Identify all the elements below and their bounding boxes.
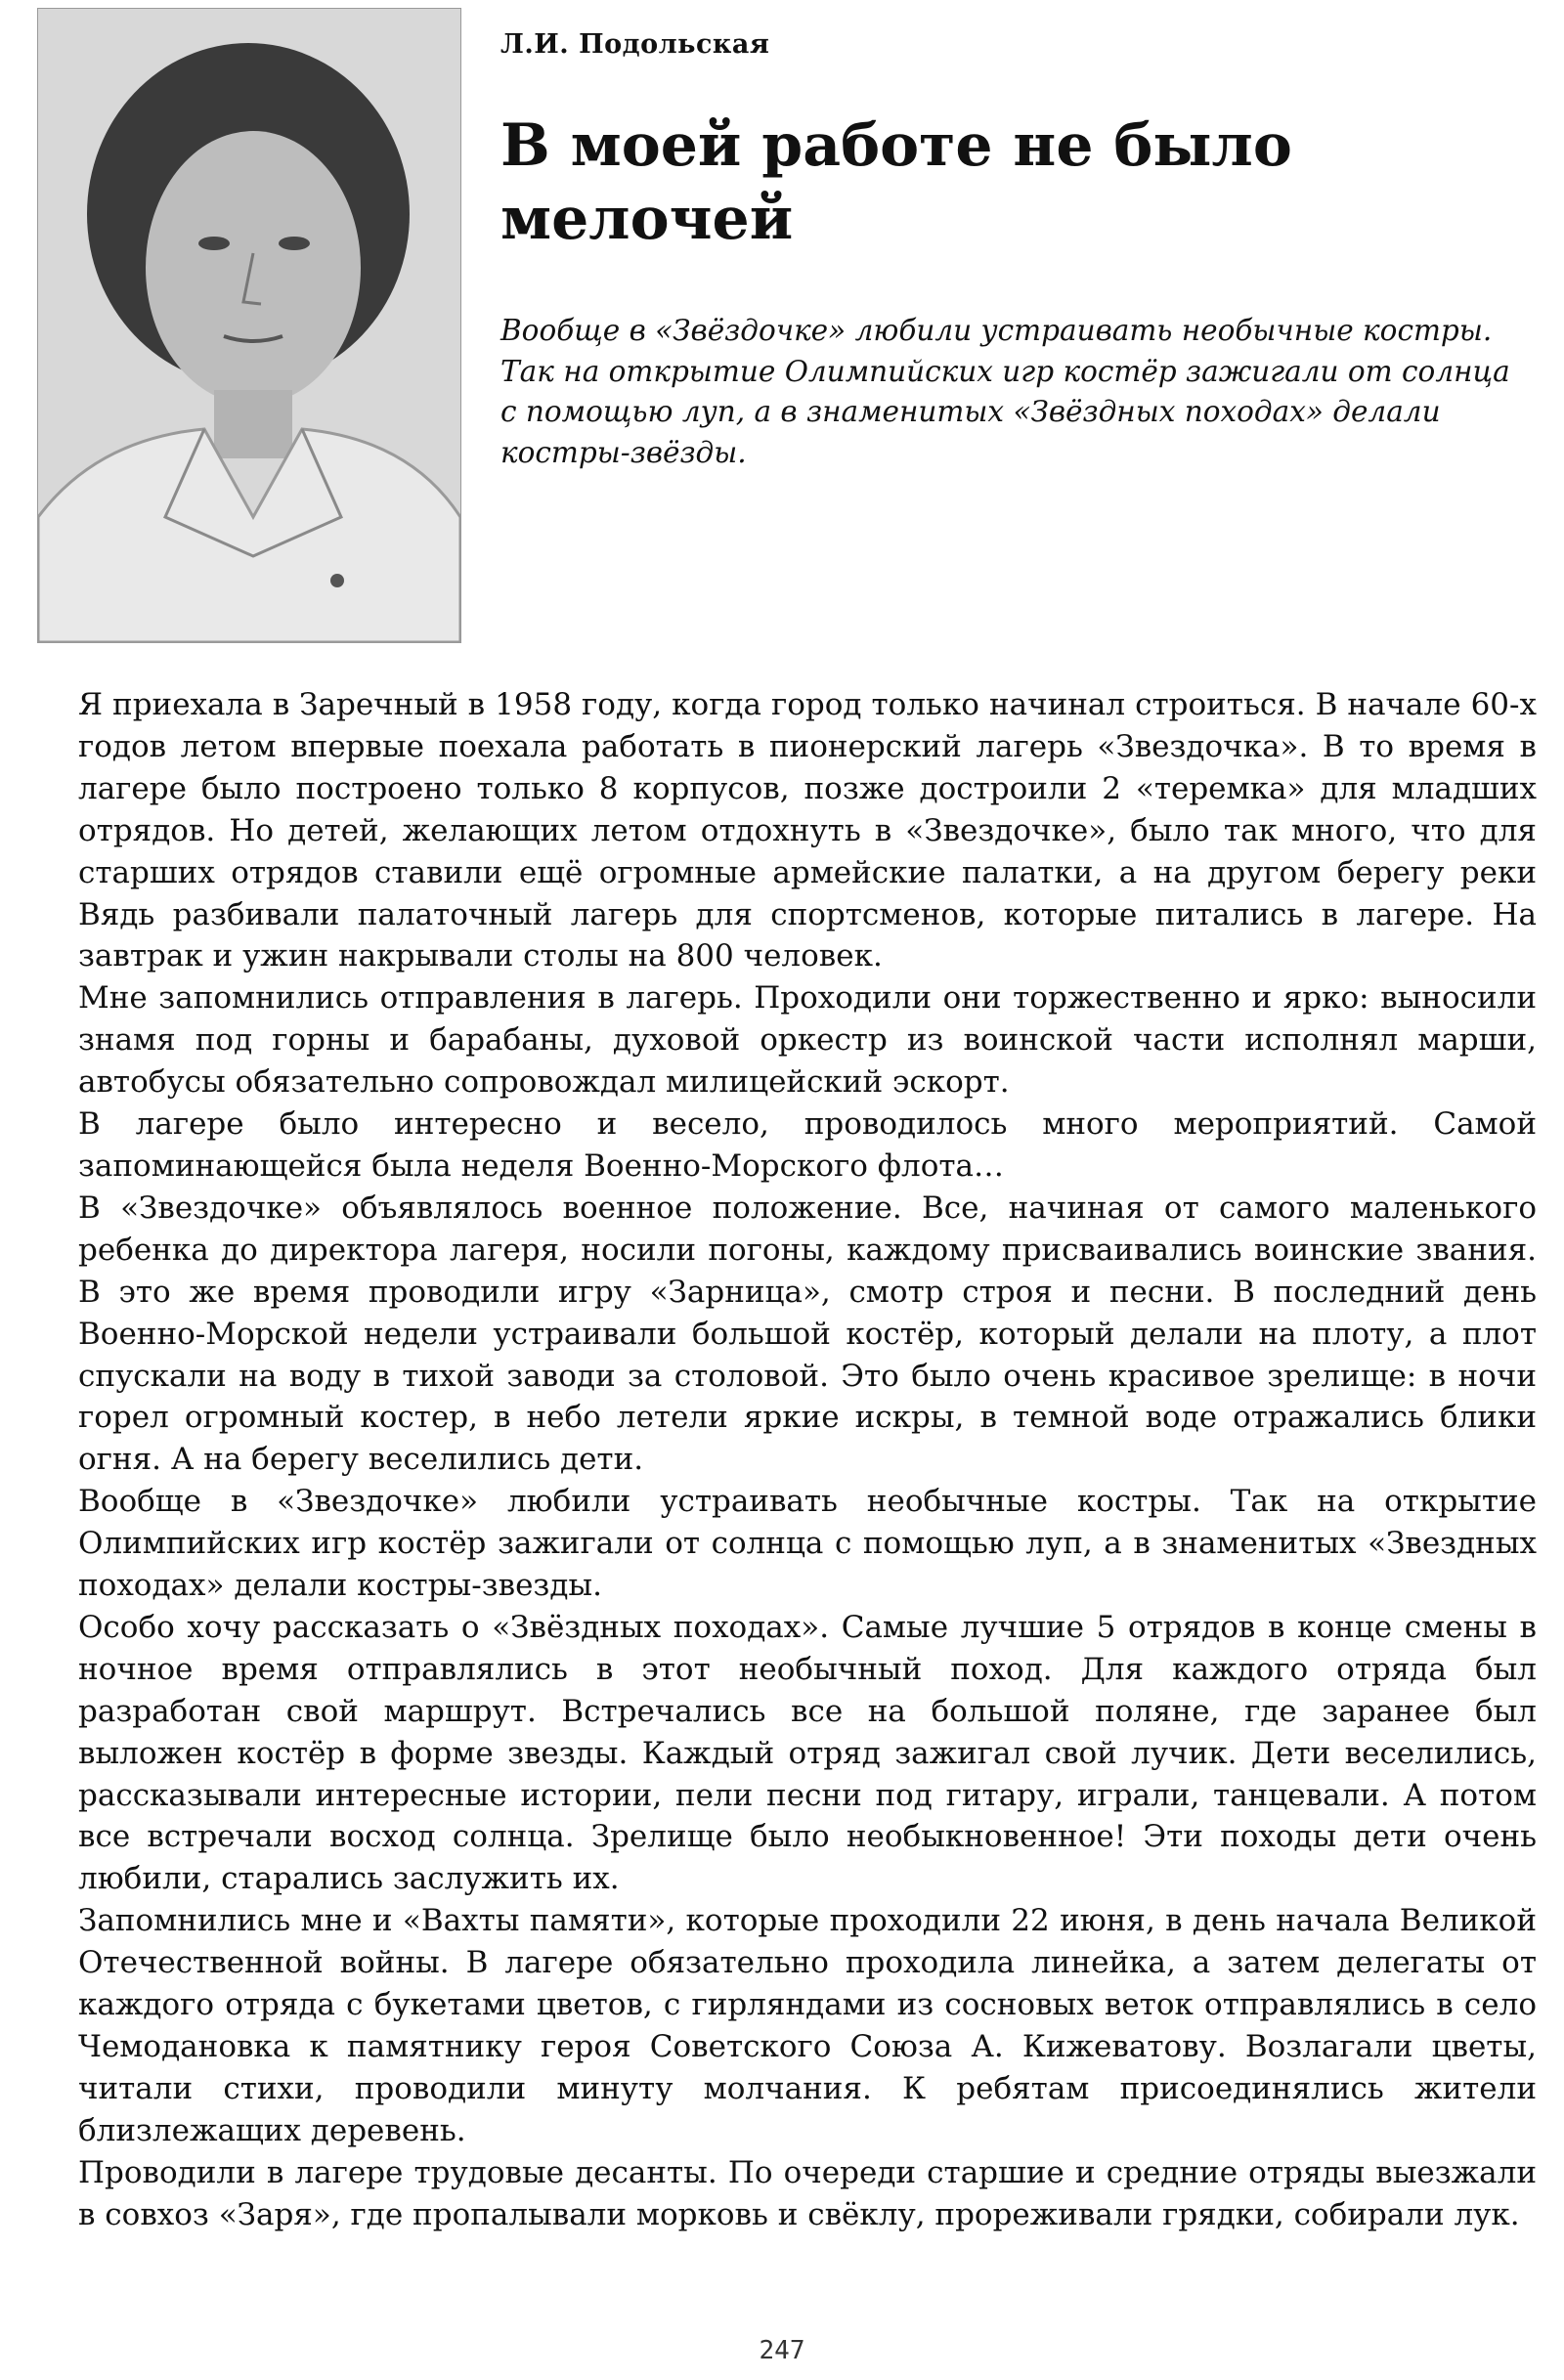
paragraph: Вообще в «Звездочке» любили устраивать необычные костры. Так на открытие Олимпийских игр костёр зажигали от солнца с помощью луп, а в знаменитых «Звездных походах» делали костры-звезды. — [78, 1484, 1537, 1604]
article-body — [78, 684, 1537, 2236]
page-number: 247 — [759, 2336, 805, 2365]
author-portrait-photo — [37, 8, 461, 643]
author-name: Л.И. Подольская — [500, 29, 770, 60]
paragraph: Особо хочу рассказать о «Звёздных походах». Самые лучшие 5 отрядов в конце смены в ночное время отправлялись в этот необычный поход. Для каждого отряда был разработан свой маршрут. Встречались все на большой поляне, где заранее был выложен костёр в форме звезды. Каждый отряд зажигал свой лучик. Дети веселились, рассказывали интересные истории, пели песни под гитару, играли, танцевали. А потом все встречали восход солнца. Зрелище было необыкновенное! Эти походы дети очень любили, старались заслужить их. — [78, 1609, 1537, 1897]
article-title: В моей работе не было мелочей — [500, 111, 1292, 253]
lead-quote: Вообще в «Звёздочке» любили устраивать необычные костры. Так на открытие Олимпийских игр костёр зажигали от солнца с помощью луп, а в знаменитых «Звёздных походах» делали костры-звёзды. — [500, 314, 1510, 469]
paragraph: В «Звездочке» объявлялось военное положение. Все, начиная от самого маленького ребенка до директора лагеря, носили погоны, каждому присваивались воинские звания. В это же время проводили игру «Зарница», смотр строя и песни. В последний день Военно-Морской недели устраивали большой костёр, который делали на плоту, а плот спускали на воду в тихой заводи за столовой. Это было очень красивое зрелище: в ночи горел огромный костер, в небо летели яркие искры, в темной воде отражались блики огня. А на берегу веселились дети. — [78, 1190, 1537, 1478]
paragraph: Мне запомнились отправления в лагерь. Проходили они торжественно и ярко: выносили знамя под горны и барабаны, духовой оркестр из воинской части исполнял марши, автобусы обязательно сопровождал милицейский эскорт. — [78, 980, 1537, 1101]
paragraph: В лагере было интересно и весело, проводилось много мероприятий. Самой запоминающейся была неделя Военно-Морского флота… — [78, 1106, 1537, 1184]
paragraph: Я приехала в Заречный в 1958 году, когда город только начинал строиться. В начале 60-х годов летом впервые поехала работать в пионерский лагерь «Звездочка». В то время в лагере было построено только 8 корпусов, позже достроили 2 «теремка» для младших отрядов. Но детей, желающих летом отдохнуть в «Звездочке», было так много, что для старших отрядов ставили ещё огромные армейские палатки, а на другом берегу реки Вядь разбивали палаточный лагерь для спортсменов, которые питались в лагере. На завтрак и ужин накрывали столы на 800 человек. — [78, 687, 1537, 974]
portrait-photo-icon — [38, 9, 460, 642]
paragraph: Проводили в лагере трудовые десанты. По очереди старшие и средние отряды выезжали в совхоз «Заря», где пропалывали морковь и свёклу, прореживали грядки, собирали лук. — [78, 2154, 1537, 2232]
paragraph: Запомнились мне и «Вахты памяти», которые проходили 22 июня, в день начала Великой Отечественной войны. В лагере обязательно проходила линейка, а затем делегаты от каждого отряда с букетами цветов, с гирляндами из сосновых веток отправлялись в село Чемодановка к памятнику героя Советского Союза А. Кижеватову. Возлагали цветы, читали стихи, проводили минуту молчания. К ребятам присоединялись жители близлежащих деревень. — [78, 1903, 1537, 2148]
